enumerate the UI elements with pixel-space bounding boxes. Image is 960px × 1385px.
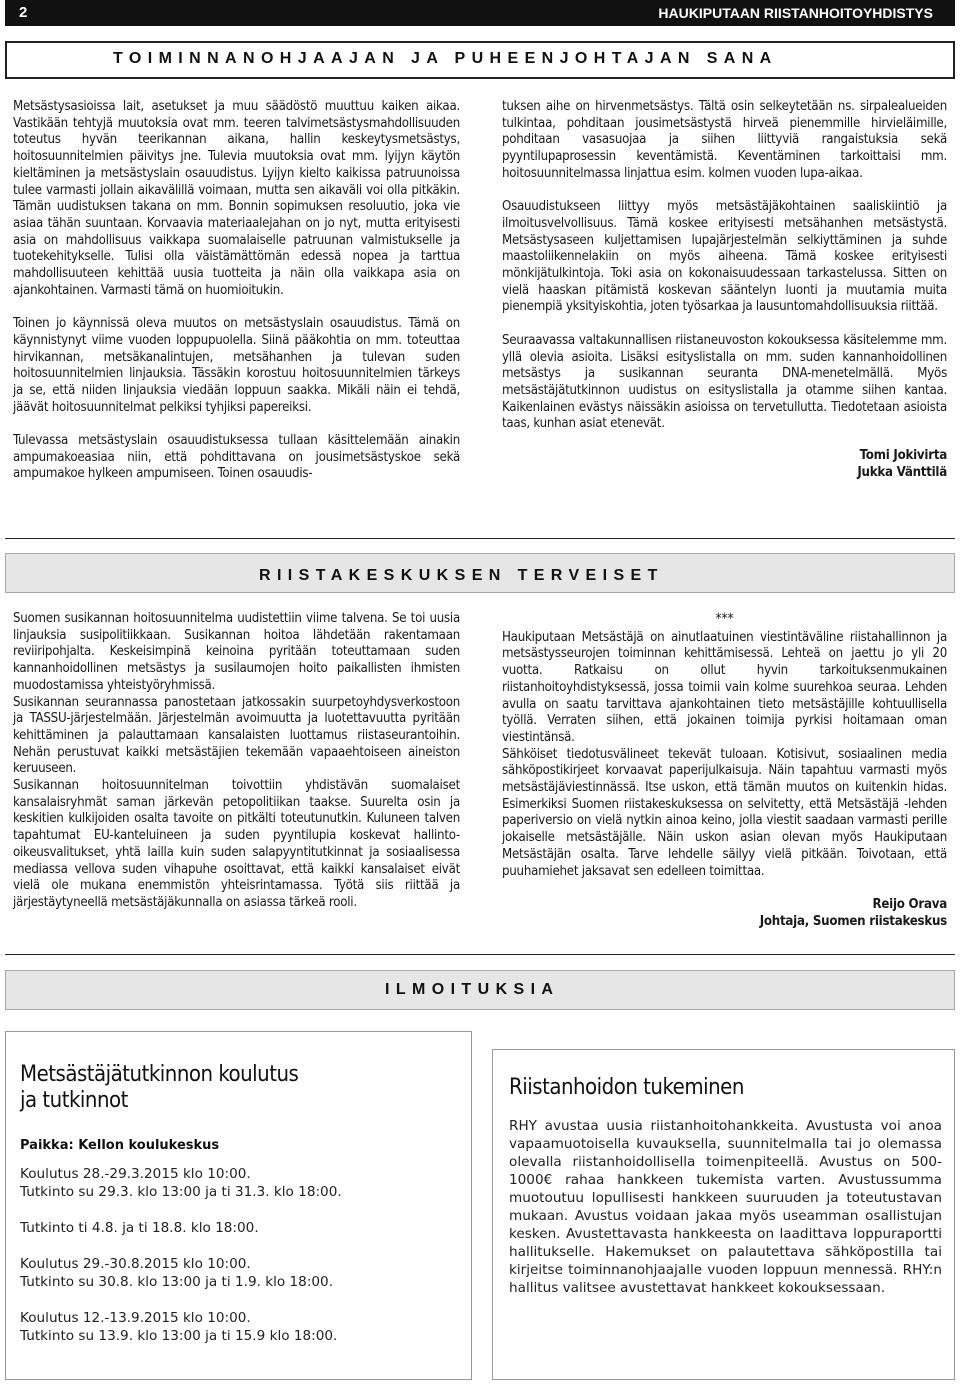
paragraph: Tulevassa metsästyslain osauudistuksessa tullaan käsittelemään ainakin ampumakoeasiaa niin, että pohdittavana on jousimetsästyskoe sekä ampumakoe hylkeen ampumiseen. Toinen osauudis- — [13, 433, 460, 482]
schedule-line: Tutkinto ti 4.8. ja ti 18.8. klo 18:00. — [20, 1220, 259, 1236]
page-header-bar — [5, 0, 955, 26]
signature-name: Tomi Jokivirta — [859, 448, 947, 464]
paragraph: tuksen aihe on hirvenmetsästys. Tältä osin selkeytetään ns. sirpalealueiden tulkintaa, pohditaan jousimetsästystä hirveä pienemmille hirvieläimille, pohditaan vasasuojaa ja siihen liittyviä rangaistuksia sekä pyyntilupaprosessin keventämistä. Keventäminen tarkoittaisi mm. hoitosuunnitelmassa linjattua esim. kolmen vuoden lupa-aikaa. — [502, 99, 947, 181]
separator-stars: *** — [715, 611, 734, 627]
section1-right-column — [502, 99, 947, 481]
paragraph: Suomen susikannan hoitosuunnitelma uudistettiin viime talvena. Se toi uusia linjauksia susipolitiikkaan. Susikannan hoitoa lähdetään rakentamaan reviiripohjalta. Keskeisimpinä keinoina pyritään toteuttamaan suden kannanhoidollinen metsästys ja susilaumojen hoito paikallisten ihmisten muodostamissa yhteistyöryhmissä. — [13, 611, 460, 693]
signature-block — [502, 447, 947, 481]
signature-title: Johtaja, Suomen riistakeskus — [759, 914, 947, 930]
publication-title: HAUKIPUTAAN RIISTANHOITOYHDISTYS — [658, 5, 933, 21]
signature-name: Reijo Orava — [872, 897, 947, 913]
schedule-line: Tutkinto su 30.8. klo 13:00 ja ti 1.9. klo 18:00. — [20, 1274, 334, 1290]
paragraph: Metsästysasioissa lait, asetukset ja muu säädöstö muuttuu kaiken aikaa. Vastikään tehtyjä muutoksia ovat mm. teeren talvimetsästysmahdollisuuden toteutus hyvän teerikannan aikana, hallin keskeytysmetsästys, hoitosuunnitelmien päivitys jne. Tulevia muutoksia ovat mm. lyijyn käytön kieltäminen ja metsästyslain osauudistus. Lyijyn kielto kaikissa patruunoissa tulee varmasti jollain aikavälillä voimaan, mutta sen aikaväli voi olla pitkäkin. Tämän uudistuksen takana on mm. Bonnin sopimuksen resoluutio, joka vie asiaa tähän suuntaan. Korvaavia materiaalejahan on jo nyt, mutta erityisesti asia on mahdollisuus vaikkapa suomalaiselle patruunan valmistukselle ja tuotekehitykselle. Tulisi olla väistämättömän edessä nopea ja tarttua mahdollisuuteen kehittää uusia tuotteita ja näin olla vaikkapa asia on ajankohtainen. Varmasti tämä on huomioitukin. — [13, 99, 460, 298]
section-divider — [5, 954, 955, 955]
schedule-line: Tutkinto su 29.3. klo 13:00 ja ti 31.3. klo 18:00. — [20, 1184, 342, 1200]
schedule-line — [20, 1237, 342, 1255]
ad-title: Metsästäjätutkinnon koulutus ja tutkinnot — [20, 1062, 299, 1113]
page-number: 2 — [19, 4, 28, 21]
section-heading-ilmoituksia: ILMOITUKSIA — [385, 981, 560, 998]
section-divider — [5, 538, 955, 539]
paragraph: Susikannan hoitosuunnitelman toivottiin yhdistävän suomalaiset kansalaisryhmät saman järkevän petopolitiikan taakse. Suurelta osin ja keskitien kulkijoiden osalta tavoite on pitkälti toteutunutkin. Kuluneen talven tapahtumat EU-kanteluineen ja suden pyyntilupia koskevat hallinto-oikeusvalitukset, yhtä lailla kuin suden salapyyntitutkinnat ja sosiaalisessa mediassa vellova suden vihapuhe osoittavat, että kaikki kansalaiset eivät vielä ole mukana enemmistön yhteisrintamassa. Työtä siis riittää ja järjestäytyneellä metsästäjäkunnalla on asiassa tärkeä rooli. — [13, 778, 460, 910]
schedule-line: Koulutus 12.-13.9.2015 klo 10:00. — [20, 1310, 251, 1326]
schedule-line — [20, 1291, 342, 1309]
section2-left-column — [13, 611, 460, 912]
schedule-line — [20, 1201, 342, 1219]
schedule-line: Koulutus 29.-30.8.2015 klo 10:00. — [20, 1256, 251, 1272]
paragraph: Sähköiset tiedotusvälineet tekevät tuloaan. Kotisivut, sosiaalinen media sähköpostikirjeet korvaavat paperijulkaisuja. Näin tapahtuu varmasti myös metsästäjäviestinnässä. Itse uskon, että tämän muutos on kuitenkin hidas. Esimerkiksi Suomen riistakeskuksessa on selvitetty, että Metsästäjä -lehden paperiversio on vielä nytkin ainoa keino, jolla viestit saadaan varmasti perille jokaiselle metsästäjälle. Näin uskon asian olevan myös Haukiputaan Metsästäjän osalta. Tarve lehdelle säilyy vielä pitkään. Toivotaan, että puuhamiehet jaksavat sen edelleen toimittaa. — [502, 746, 947, 879]
signature-block — [502, 896, 947, 930]
schedule-line: Koulutus 28.-29.3.2015 klo 10:00. — [20, 1166, 251, 1182]
section-heading-riistakeskus: RIISTAKESKUKSEN TERVEISET — [259, 567, 664, 584]
paragraph: Seuraavassa valtakunnallisen riistaneuvoston kokouksessa käsitelemme mm. yllä olevia asioita. Lisäksi esityslistalla on mm. suden kannanhoidollinen metsästys ja susikannan seuranta DNA-menetelmällä. Myös metsästäjätutkinnon uudistus on esityslistalla ja otamme siihen kantaa. Kaikenlainen evästys näissäkin asioissa on tervetullutta. Tiedotetaan asioista taas, kunhan asiat etenevät. — [502, 332, 947, 432]
signature-name: Jukka Vänttilä — [857, 465, 947, 481]
paragraph: Susikannan seurannassa panostetaan jatkossakin suurpetoyhdysverkostoon ja TASSU-järjestelmään. Järjestelmän avoimuutta ja luotettavuutta pyritään kehittäminen ja palauttamaan kansalaisten luottamus riistaseurantoihin. Nehän perustuvat kaikki metsästäjien tekemään vapaaehtoiseen aineiston keruuseen. — [13, 694, 460, 777]
ad-venue: Paikka: Kellon koulukeskus — [20, 1138, 220, 1153]
schedule-line: Tutkinto su 13.9. klo 13:00 ja ti 15.9 klo 18:00. — [20, 1328, 338, 1344]
section2-right-column — [502, 611, 947, 930]
section-heading-toiminnanohjaaja: TOIMINNANOHJAAJAN JA PUHEENJOHTAJAN SANA — [113, 50, 778, 67]
ad-schedule — [20, 1165, 342, 1345]
ad-body: RHY avustaa uusia riistanhoitohankkeita. Avustusta voi anoa vapaamuotoisella kuvauksella, suunnitelmalla tai jo olemassa olevalla riistanhoidollisella toimenpiteellä. Avustus on 500-1000€ rahaa hankkeen tukemista varten. Avustussumma muotoutuu lopullisesti hankkeen suuruuden ja toteutustavan mukaan. Avustus voidaan jakaa myös useamman osallistujan kesken. Avustettavasta hankkeesta on laadittava loppuraportti hallitukselle. Hakemukset on palautettava sähköpostilla tai kirjeitse toiminnanohjaajalle vuoden loppuun mennessä. RHY:n hallitus valitsee avustettavat hankkeet kokouksessaan. — [509, 1118, 942, 1296]
paragraph: Haukiputaan Metsästäjä on ainutlaatuinen viestintäväline riistahallinnon ja metsästysseurojen toiminnan kehittämisessä. Lehteä on jaettu jo yli 20 vuotta. Ratkaisu on ollut hyvin tarkoituksenmukainen riistanhoitoyhdistyksessä, jossa toimii vain kolme suurehkoa seuraa. Lehden avulla on saatu tarvittava ajankohtainen tieto metsästäjille kohtuullisella työllä. Verraten siihen, että jokainen toimija pyrkisi hoitamaan oman viestintänsä. — [502, 629, 947, 745]
ad-title: Riistanhoidon tukeminen — [509, 1075, 744, 1100]
ad-hunter-exam — [5, 1031, 472, 1380]
ad-game-management-grant — [492, 1049, 955, 1380]
paragraph: Osauudistukseen liittyy myös metsästäjäkohtainen saaliskiintiö ja ilmoitusvelvollisuus. Tämä koskee erityisesti metsähanhen metsästystä. Metsästysaseen kuljettamisen lupajärjestelmän selkiyttäminen ja suhde maastoliikennelakiin on myös aiheena. Tämä koskee erityisesti mönkijätulkintoja. Toki asia on kokonaisuudessaan tarkastelussa. Sitten on vielä haaskan pitämistä koskevan sääntelyn luonti ja muutamia muita pienempiä yksityiskohtia, joten työsarkaa ja lausuntomahdollisuuksia riittää. — [502, 199, 947, 315]
paragraph: Toinen jo käynnissä oleva muutos on metsästyslain osauudistus. Tämä on käynnistynyt viime vuoden loppupuolella. Siinä pääkohtia on mm. toteuttaa hirvikannan, metsäkanalintujen, metsähanhen ja tulevan suden hoitosuunnitelmien linjauksia. Tässäkin korostuu hoitosuunnitelmien tärkeys ja se, että niiden linjauksia viedään loppuun saakka. Mikäli näin ei tehdä, jäävät hoitosuunnitelmat pelkiksi tyhjiksi papereiksi. — [13, 316, 460, 415]
section1-left-column — [13, 99, 460, 483]
